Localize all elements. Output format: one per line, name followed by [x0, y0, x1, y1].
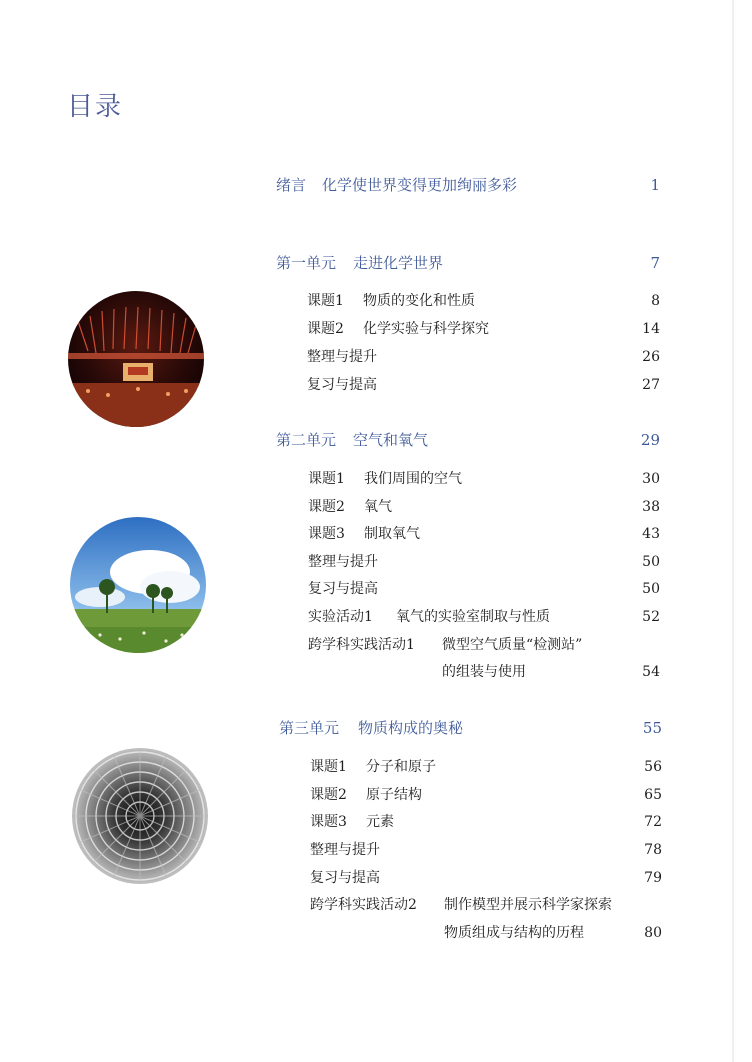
- toc-item[interactable]: [307, 373, 660, 397]
- page-edge: [732, 0, 734, 1062]
- item-page: 72: [644, 814, 662, 830]
- item-title: 元素: [366, 814, 394, 830]
- item-label: 课题2: [308, 499, 345, 515]
- toc-item[interactable]: [307, 345, 660, 369]
- item-label: 课题2: [307, 321, 344, 337]
- toc-item[interactable]: [308, 467, 660, 491]
- toc-item[interactable]: [310, 838, 662, 862]
- toc-unit-1[interactable]: [276, 251, 660, 275]
- toc-item-continued[interactable]: [310, 921, 662, 945]
- item-page: 52: [642, 609, 660, 625]
- unit-label: 第一单元: [276, 254, 337, 272]
- item-page: 79: [644, 870, 662, 886]
- item-title: 我们周围的空气: [364, 471, 462, 487]
- toc-item[interactable]: [308, 605, 660, 629]
- unit-label: 第三单元: [279, 719, 340, 737]
- item-page: 56: [644, 759, 662, 775]
- unit-label: 第二单元: [276, 431, 337, 449]
- item-page: 43: [642, 526, 660, 542]
- item-label: 课题3: [308, 526, 345, 542]
- item-title: 原子结构: [366, 787, 422, 803]
- item-title: 化学实验与科学探究: [363, 321, 489, 337]
- item-title: 物质组成与结构的历程: [444, 925, 584, 941]
- item-label: 跨学科实践活动2: [310, 897, 417, 913]
- item-title: 整理与提升: [310, 842, 380, 858]
- intro-label: 绪言: [276, 176, 307, 194]
- item-label: 课题1: [310, 759, 347, 775]
- item-page: 54: [642, 664, 660, 680]
- item-title: 复习与提高: [310, 870, 380, 886]
- item-title: 制作模型并展示科学家探索: [444, 897, 612, 913]
- toc-item[interactable]: [308, 522, 660, 546]
- item-page: 78: [644, 842, 662, 858]
- item-page: 50: [642, 554, 660, 570]
- item-title: 整理与提升: [307, 349, 377, 365]
- page-title: 目录: [67, 92, 124, 122]
- item-page: 14: [642, 321, 660, 337]
- item-title: 氧气: [364, 499, 392, 515]
- toc-unit-2[interactable]: [276, 428, 660, 452]
- toc-item[interactable]: [308, 633, 660, 657]
- item-page: 30: [642, 471, 660, 487]
- item-title: 微型空气质量“检测站”: [442, 637, 583, 653]
- toc-item-continued[interactable]: [308, 660, 660, 684]
- toc-item[interactable]: [307, 317, 660, 341]
- toc-item[interactable]: [310, 810, 662, 834]
- item-title: 的组装与使用: [442, 664, 526, 680]
- toc-item[interactable]: [308, 495, 660, 519]
- toc-item[interactable]: [308, 550, 660, 574]
- unit-title: 物质构成的奥秘: [358, 719, 464, 737]
- item-page: 8: [651, 293, 660, 309]
- item-page: 26: [642, 349, 660, 365]
- intro-text: 化学使世界变得更加绚丽多彩: [322, 176, 518, 194]
- unit-title: 空气和氧气: [353, 431, 429, 449]
- item-page: 27: [642, 377, 660, 393]
- toc-item[interactable]: [310, 783, 662, 807]
- item-page: 38: [642, 499, 660, 515]
- item-label: 课题2: [310, 787, 347, 803]
- item-label: 课题1: [307, 293, 344, 309]
- unit-page: 29: [640, 431, 660, 449]
- item-page: 50: [642, 581, 660, 597]
- toc-item[interactable]: [308, 577, 660, 601]
- toc-unit-3[interactable]: [279, 716, 662, 740]
- item-page: 65: [644, 787, 662, 803]
- item-page: 80: [644, 925, 662, 941]
- item-title: 制取氧气: [364, 526, 420, 542]
- item-title: 物质的变化和性质: [363, 293, 475, 309]
- item-label: 课题3: [310, 814, 347, 830]
- nanotube-structure-photo: [72, 748, 208, 884]
- toc-item[interactable]: [310, 866, 662, 890]
- item-title: 分子和原子: [366, 759, 436, 775]
- item-label: 跨学科实践活动1: [308, 637, 415, 653]
- item-title: 整理与提升: [308, 554, 378, 570]
- toc-intro[interactable]: [276, 173, 660, 197]
- item-label: 实验活动1: [308, 609, 373, 625]
- intro-page: 1: [650, 176, 660, 194]
- unit-title: 走进化学世界: [353, 254, 444, 272]
- toc-item[interactable]: [310, 755, 662, 779]
- item-title: 复习与提高: [308, 581, 378, 597]
- unit-page: 7: [650, 254, 660, 272]
- item-label: 课题1: [308, 471, 345, 487]
- grassland-sky-photo: [70, 517, 206, 653]
- toc-item[interactable]: [310, 893, 662, 917]
- item-title: 复习与提高: [307, 377, 377, 393]
- toc-item[interactable]: [307, 289, 660, 313]
- unit-page: 55: [642, 719, 662, 737]
- item-title: 氧气的实验室制取与性质: [396, 609, 550, 625]
- fireworks-photo: [68, 291, 204, 427]
